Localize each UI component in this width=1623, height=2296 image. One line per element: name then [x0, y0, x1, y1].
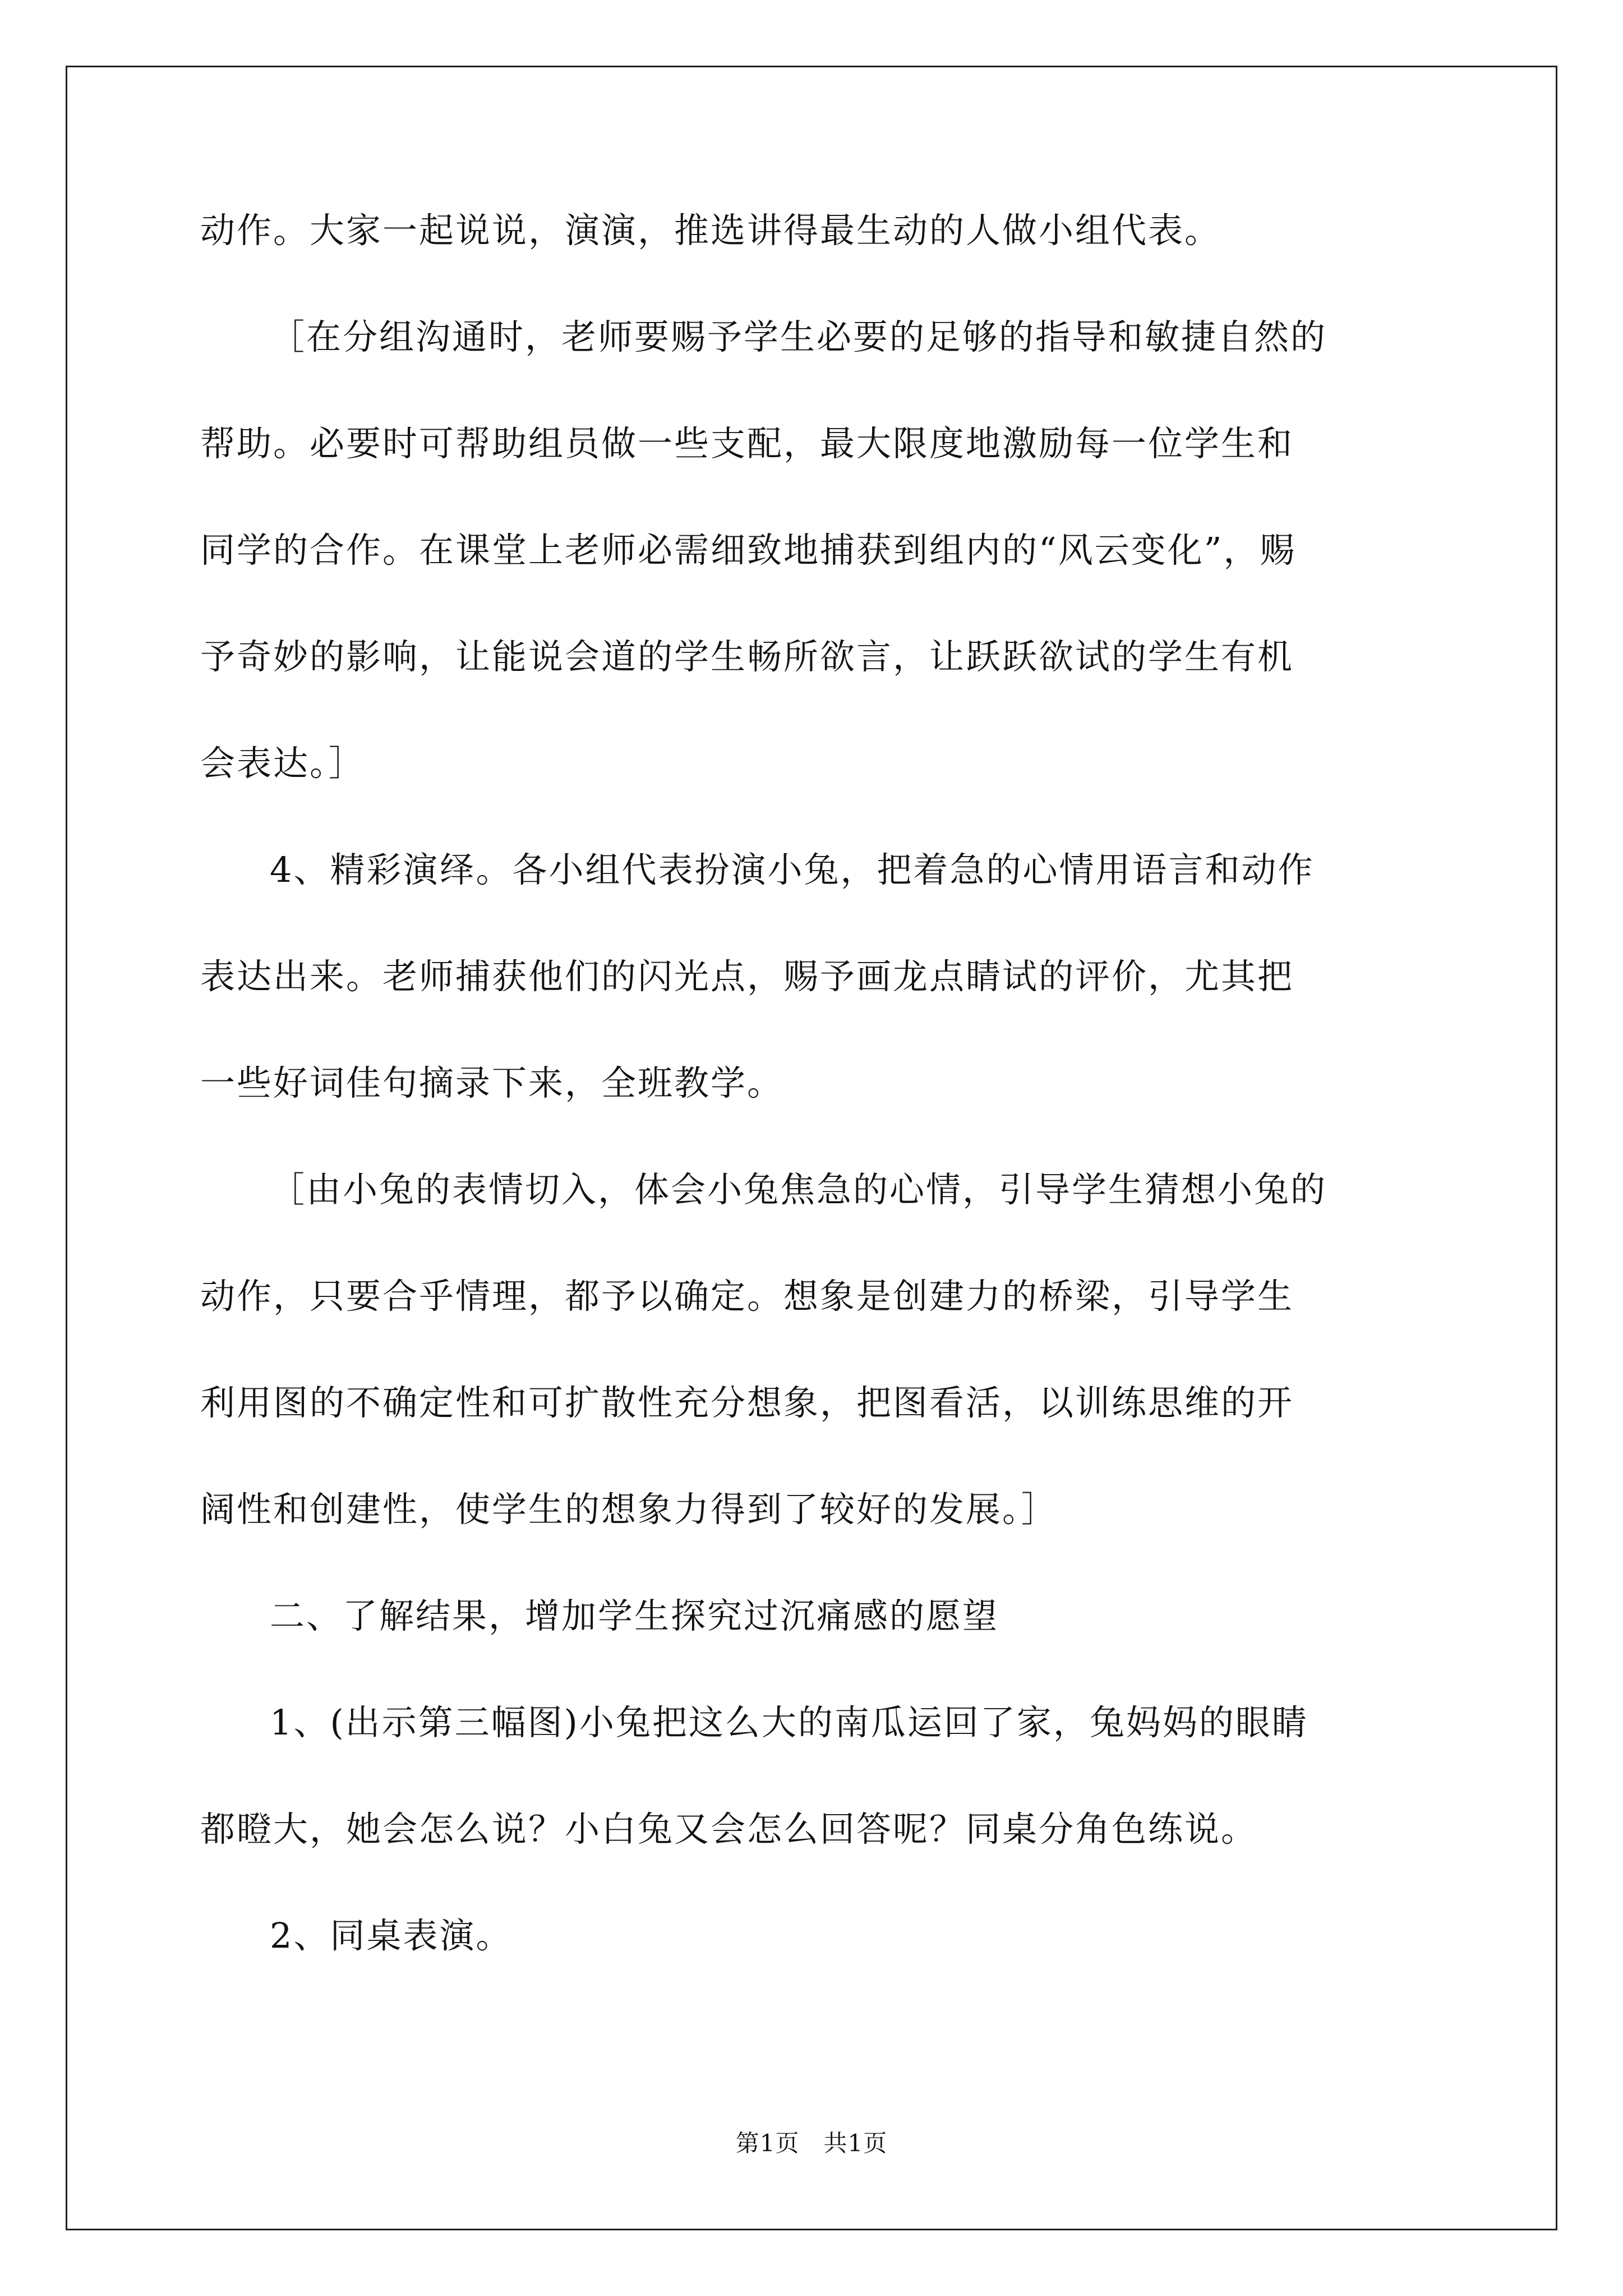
text-line: 动作。大家一起说说，演演，推选讲得最生动的人做小组代表。	[200, 210, 1221, 251]
text-line: 利用图的不确定性和可扩散性充分想象，把图看活，以训练思维的开	[200, 1382, 1294, 1423]
page-border	[66, 66, 1557, 2230]
text-line: ［在分组沟通时，老师要赐予学生必要的足够的指导和敏捷自然的	[270, 316, 1327, 357]
text-line: 动作，只要合乎情理，都予以确定。想象是创建力的桥梁，引导学生	[200, 1276, 1294, 1317]
text-line: 1、(出示第三幅图)小兔把这么大的南瓜运回了家，兔妈妈的眼睛	[270, 1702, 1308, 1743]
text-line: 阔性和创建性，使学生的想象力得到了较好的发展。］	[200, 1489, 1058, 1530]
text-line: 予奇妙的影响，让能说会道的学生畅所欲言，让跃跃欲试的学生有机	[200, 636, 1294, 677]
page-footer: 第1页 共1页	[735, 2129, 888, 2157]
text-line: 会表达。］	[200, 743, 366, 784]
text-line: 帮助。必要时可帮助组员做一些支配，最大限度地激励每一位学生和	[200, 423, 1294, 464]
text-line: ［由小兔的表情切入，体会小兔焦急的心情，引导学生猜想小兔的	[270, 1169, 1327, 1210]
text-line: 同学的合作。在课堂上老师必需细致地捕获到组内的“风云变化”，赐	[200, 530, 1297, 570]
text-line: 一些好词佳句摘录下来，全班教学。	[200, 1062, 784, 1103]
text-line: 2、同桌表演。	[270, 1915, 513, 1956]
text-line: 4、精彩演绎。各小组代表扮演小兔，把着急的心情用语言和动作	[270, 849, 1315, 890]
text-line: 都瞪大，她会怎么说？小白兔又会怎么回答呢？同桌分角色练说。	[200, 1809, 1258, 1849]
text-line: 二、了解结果，增加学生探究过沉痛感的愿望	[270, 1595, 999, 1636]
text-line: 表达出来。老师捕获他们的闪光点，赐予画龙点睛试的评价，尤其把	[200, 956, 1294, 997]
